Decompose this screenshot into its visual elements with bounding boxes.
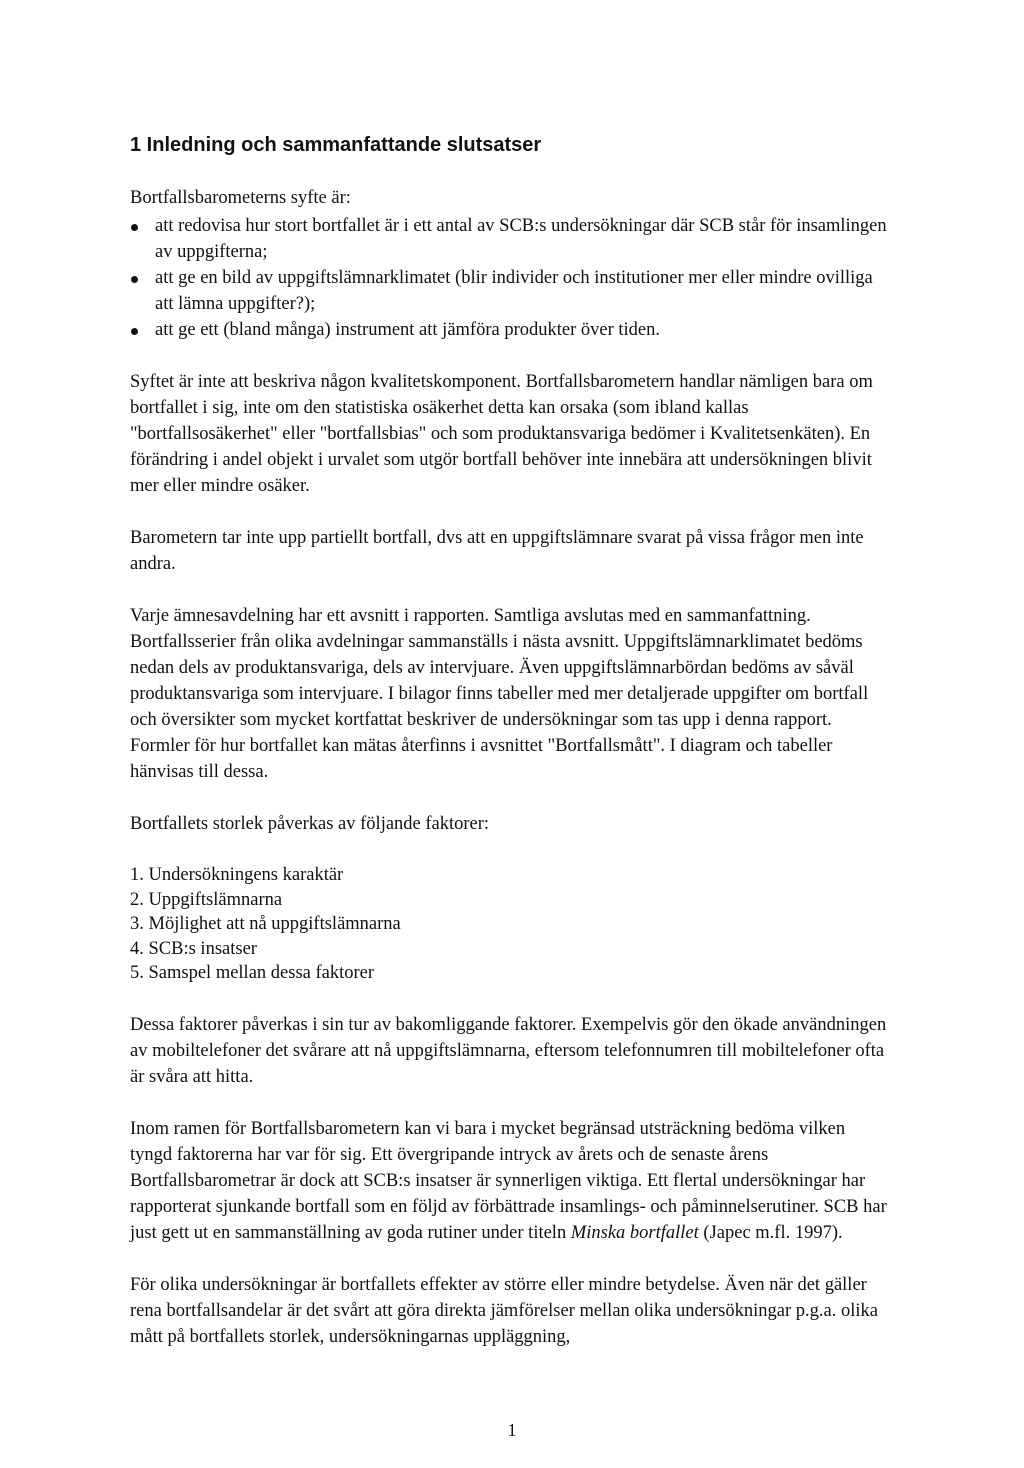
purpose-item: att ge ett (bland många) instrument att jämföra produkter över tiden. [130, 317, 890, 343]
bullet-icon [131, 224, 138, 231]
purpose-list [130, 213, 890, 343]
paragraph-report-structure: Varje ämnesavdelning har ett avsnitt i rapporten. Samtliga avslutas med en sammanfattning. Bortfallsserier från olika avdelningar sammanställs i nästa avsnitt. Uppgiftslämnarklimatet bedöms nedan dels av produktansvariga, dels av intervjuare. Även uppgiftslämnarbördan bedöms av såväl produktansvariga som intervjuare. I bilagor finns tabeller med mer detaljerade uppgifter om bortfall och översikter som mycket kortfattat beskriver de undersökningar som tas upp i denna rapport. Formler för hur bortfallet kan mätas återfinns i avsnittet "Bortfallsmått". I diagram och tabeller hänvisas till dessa. [130, 606, 869, 782]
factor-item: 4. SCB:s insatser [130, 938, 257, 959]
factor-item: 1. Undersökningens karaktär [130, 865, 344, 885]
paragraph-scb-efforts: Inom ramen för Bortfallsbarometern kan vi bara i mycket begränsad utsträckning bedöma vilken tyngd faktorerna har var för sig. Ett övergripande intryck av årets och de senaste årens Bortfallsbarometrar är dock att SCB:s insatser är synnerligen viktiga. Ett flertal undersökningar har rapporterat sjunkande bortfall som en följd av förbättrade insamlings- och påminnelserutiner. SCB har just gett ut en sammanställning av goda rutiner under titeln Minska bortfallet (Japec m.fl. 1997). [130, 1118, 887, 1243]
factor-item: 3. Möjlighet att nå uppgiftslämnarna [130, 914, 401, 934]
document-page [130, 132, 890, 1376]
purpose-item: att ge en bild av uppgiftslämnarklimatet (blir individer och institutioner mer eller mindre ovilliga att lämna uppgifter?); [130, 265, 890, 317]
paragraph-effects: För olika undersökningar är bortfallets effekter av större eller mindre betydelse. Även när det gäller rena bortfallsandelar är det svårt att göra direkta jämförelser mellan olika undersökningar p.g.a. olika mått på bortfallets storlek, undersökningarnas uppläggning, [130, 1274, 878, 1347]
bullet-icon [131, 276, 138, 283]
purpose-intro: Bortfallsbarometerns syfte är: [130, 188, 351, 208]
bullet-icon [131, 328, 138, 335]
factor-item: 2. Uppgiftslämnarna [130, 889, 283, 910]
purpose-item: att redovisa hur stort bortfallet är i ett antal av SCB:s undersökningar där SCB står för insamlingen av uppgifterna; [130, 213, 890, 265]
paragraph-scope: Syftet är inte att beskriva någon kvalitetskomponent. Bortfallsbarometern handlar nämligen bara om bortfallet i sig, inte om den statistiska osäkerhet detta kan orsaka (som ibland kallas "bortfallsosäkerhet" eller "bortfallsbias" och som produktansvariga bedömer i Kvalitetsenkäten). En förändring i andel objekt i urvalet som utgör bortfall behöver inte innebära att undersökningen blivit mer eller mindre osäker. [130, 372, 873, 496]
paragraph-factors-intro: Bortfallets storlek påverkas av följande faktorer: [130, 814, 490, 834]
page-number: 1 [507, 1420, 517, 1440]
factor-item: 5. Samspel mellan dessa faktorer [130, 963, 375, 983]
paragraph-background-factors: Dessa faktorer påverkas i sin tur av bakomliggande faktorer. Exempelvis gör den ökade användningen av mobiltelefoner det svårare att nå uppgiftslämnarna, eftersom telefonnumren till mobiltelefoner ofta är svåra att hitta. [130, 1014, 887, 1087]
factor-list [130, 863, 890, 986]
publication-title: Minska bortfallet [570, 1222, 699, 1243]
section-heading: 1 Inledning och sammanfattande slutsatser [130, 134, 542, 156]
paragraph-partial-nonresponse: Barometern tar inte upp partiellt bortfall, dvs att en uppgiftslämnare svarat på vissa frågor men inte andra. [130, 528, 864, 574]
